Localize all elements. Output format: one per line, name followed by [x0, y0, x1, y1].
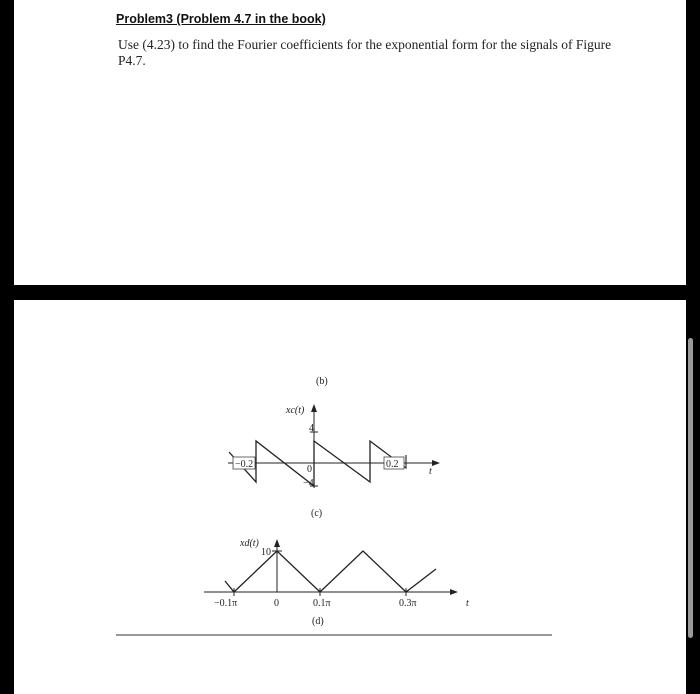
plot-d-waveform	[225, 551, 436, 592]
problem-heading: Problem3 (Problem 4.7 in the book)	[116, 12, 326, 26]
plot-d-label-0: 0	[274, 598, 279, 609]
plot-c-y-arrow	[311, 404, 317, 412]
plot-c-label-0: 0	[307, 464, 312, 475]
plot-d-t-arrow	[450, 589, 458, 595]
plot-c	[228, 404, 440, 519]
plot-d-caption: (d)	[312, 616, 324, 627]
plot-c-label-neg02: −0.2	[235, 459, 254, 470]
plot-d-label-10: 10	[261, 547, 271, 558]
plot-d-label-01pi: 0.1π	[313, 598, 331, 609]
problem-statement: Use (4.23) to find the Fourier coefficients for the exponential form for the signals of Figure P4.7.	[118, 37, 612, 68]
plot-d-y-arrow	[274, 539, 280, 547]
plot-d-label-03pi: 0.3π	[399, 598, 417, 609]
plot-c-label-neg4: −4	[303, 478, 314, 489]
plot-d	[204, 538, 469, 627]
plot-c-caption: (c)	[311, 508, 323, 519]
plot-c-t-arrow	[432, 460, 440, 466]
plot-c-signal-label: xc(t)	[286, 405, 305, 416]
plot-c-label-4: 4	[309, 423, 314, 434]
caption-b-cut: (b)	[316, 376, 328, 387]
plot-d-label-neg01pi: −0.1π	[214, 598, 238, 609]
plot-c-label-02: 0.2	[386, 459, 399, 470]
plot-d-signal-label: xd(t)	[240, 538, 259, 549]
plot-d-t-label: t	[466, 598, 469, 609]
plot-c-t-label: t	[429, 466, 432, 477]
